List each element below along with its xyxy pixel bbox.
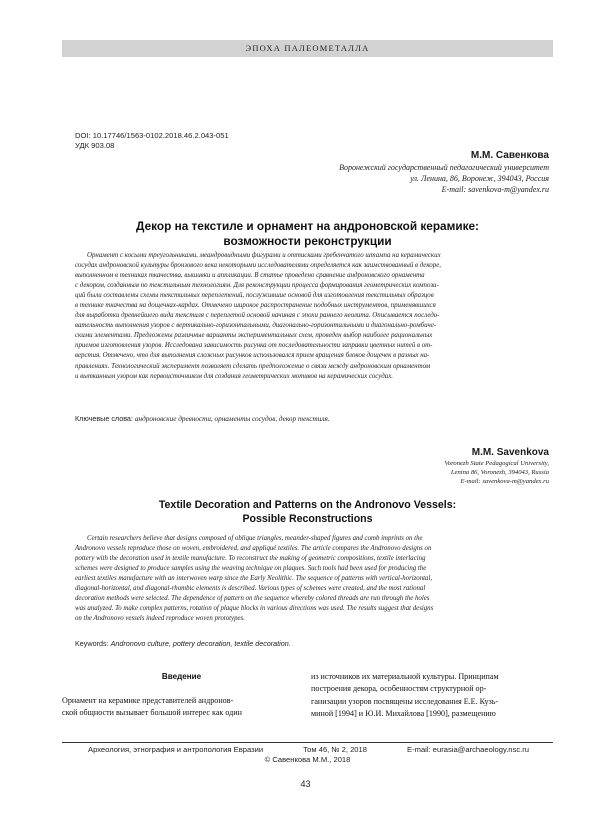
abstract-en-line: Certain researchers believe that designs composed of oblique triangles, meander-shaped figures and comb imprints on the	[87, 535, 423, 542]
title-en-line-2: Possible Reconstructions	[242, 512, 373, 525]
body-line: ской общности вызывает большой интерес как один	[62, 708, 242, 718]
keywords-ru-label: Ключевые слова:	[75, 414, 133, 423]
body-line: ганизации узоров посвящены исследования Е.Е. Кузь-	[311, 696, 499, 706]
footer-journal: Археология, этнография и антропология Евразии	[88, 745, 264, 754]
address-ru: ул. Ленина, 86, Воронеж, 394043, Россия	[410, 174, 549, 183]
article-meta	[75, 131, 229, 151]
abstract-en-line: earliest textiles manufacture with an interwoven warp since the Early Neolithic. The sequence of patterns with vertical-horizontal,	[75, 575, 433, 582]
keywords-en-label: Keywords:	[75, 639, 109, 648]
author-name-ru: М.М. Савенкова	[470, 150, 549, 161]
author-block-en	[444, 446, 549, 486]
footer-divider	[62, 742, 553, 743]
affiliation-ru: Воронежский государственный педагогический университет	[339, 163, 549, 172]
abstract-ru-line: скими элементами. Предложены различные варианты экспериментальных схем, проведен выбор наиболее рациональных	[75, 332, 433, 340]
abstract-en-line: decoration methods were selected. The dependence of pattern on the sequence whereby colored threads are run through the holes	[75, 595, 430, 602]
abstract-en-line: diagonal-horizontal, and diagonal-rhombic elements is described. Various types of schemes were created, and the most rational	[75, 585, 426, 592]
author-name-en: M.M. Savenkova	[471, 447, 549, 458]
abstract-ru	[75, 251, 544, 382]
address-en: Lenina 86, Voronezh, 394043, Russia	[450, 469, 549, 476]
abstract-ru-line: в технике ткачества на дощечках-кардах. Отмечено широкое распространение подобных инструментов, применявшихся	[75, 302, 436, 310]
abstract-en	[75, 534, 544, 624]
abstract-en-line: was analyzed. To make complex patterns, rotation of plaque blocks in various directions was used. The results suggest that designs	[75, 605, 434, 612]
abstract-ru-line: вательность выполнения узоров с вертикально-горизонтальными, диагонально-горизонтальными и диагонально-ромбиче-	[75, 322, 437, 330]
title-ru-line-1: Декор на текстиле и орнамент на андроновской керамике:	[136, 219, 479, 233]
doi[interactable]: DOI: 10.17746/1563-0102.2018.46.2.043-051	[75, 131, 229, 140]
abstract-en-line: on the Andronovo vessels indeed reproduce woven prototypes.	[75, 615, 245, 622]
abstract-ru-line: Орнамент с косыми треугольниками, меандровидными фигурами и оттисками гребенчатого штампа на керамических	[87, 252, 441, 259]
body-column-right	[311, 671, 553, 721]
abstract-ru-line: для выработки древнейшего вида текстиля с переплетой основой начиная с эпохи раннего неолита. Описывается последо-	[75, 312, 440, 320]
footer-volume: Том 46, № 2, 2018	[303, 745, 367, 754]
abstract-ru-line: выполненном в техниках ткачества, вышивки и аппликации. В статье проведено сравнение андроновского орнамента	[75, 272, 425, 280]
affiliation-en: Voronezh State Pedagogical University,	[444, 460, 549, 467]
abstract-ru-line: и вытканным узором как первоисточником для создания геометрических мотивов на керамических сосудах.	[75, 372, 393, 380]
body-line: Орнамент на керамике представителей андронов-	[62, 696, 234, 705]
body-column-left	[62, 671, 301, 720]
body-line: построения декора, особенностям структурной ор-	[311, 684, 487, 694]
email-ru[interactable]: E-mail: savenkova-m@yandex.ru	[441, 185, 549, 194]
abstract-ru-line: с декором, созданным по текстильным технологиям. Для реконструкции процесса формирования геометрических компози-	[75, 282, 439, 290]
footer-email[interactable]: E-mail: eurasia@archaeology.nsc.ru	[407, 745, 529, 754]
intro-heading: Введение	[161, 672, 202, 681]
abstract-en-line: schemes were designed to produce samples using the weaving technique on plaques. Such tools had been used for producing the	[75, 565, 427, 572]
keywords-en	[75, 639, 544, 649]
body-line: из источников их материальной культуры. Принципам	[311, 672, 499, 681]
body-line: миной [1994] и Ю.И. Михайлова [1990], размещению	[311, 709, 496, 719]
title-ru-line-2: возможности реконструкции	[223, 234, 392, 248]
page-number: 43	[300, 779, 311, 789]
abstract-ru-line: правлениях. Технологический эксперимент позволяет сделать предположение о связи между андроновским орнаментом	[75, 362, 431, 370]
keywords-ru	[75, 414, 544, 424]
keywords-en-value: Andronovo culture, pottery decoration, textile decoration.	[110, 639, 291, 648]
email-en[interactable]: E-mail: savenkova-m@yandex.ru	[460, 478, 549, 485]
article-title-ru	[62, 219, 553, 249]
abstract-ru-line: приемов изготовления узоров. Исследована зависимость рисунка от последовательности заправки цветных нитей в от-	[75, 342, 433, 350]
udk: УДК 903.08	[75, 141, 115, 150]
author-block-ru	[339, 149, 549, 195]
abstract-ru-line: верстия. Отмечено, что для выполнения сложных рисунков использовался прием вращения блоков дощечек в разных на-	[75, 352, 430, 360]
article-title-en	[62, 499, 553, 526]
keywords-ru-value: андроновские древности, орнаменты сосудов, декор текстиля.	[134, 415, 330, 423]
abstract-en-line: pottery with the decoration used in textile manufacture. To reconstruct the making of geometric compositions, textile interlacing	[75, 555, 426, 562]
footer-copyright: © Савенкова М.М., 2018	[264, 755, 351, 764]
journal-section-header: ЭПОХА ПАЛЕОМЕТАЛЛА	[62, 40, 553, 57]
abstract-en-line: Andronovo vessels reproduce those on woven, embroidered, and appliqué textiles. The article compares the Andronovo designs on	[75, 545, 432, 552]
abstract-ru-line: сосудах андроновской культуры бронзового века некоторыми исследователями определяется как заимствованный в декоре,	[75, 262, 441, 270]
title-en-line-1: Textile Decoration and Patterns on the Andronovo Vessels:	[158, 499, 457, 511]
abstract-ru-line: ций были составлены схемы текстильных переплетений, послужившие основой для изготовления текстильных образцов	[75, 292, 434, 300]
page-footer	[62, 745, 553, 765]
